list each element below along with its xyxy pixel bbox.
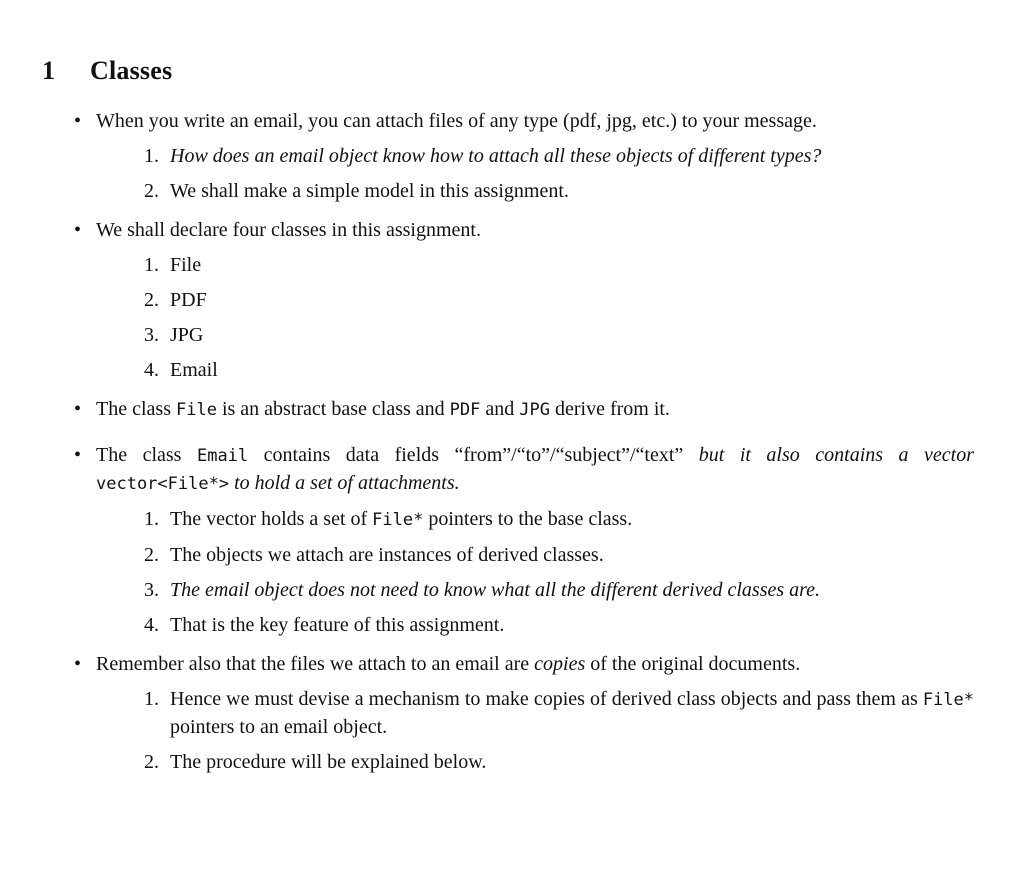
- list-item: [144, 178, 974, 205]
- bullet-text: We shall declare four classes in this assignment.: [96, 219, 481, 241]
- list-marker: 4.: [144, 359, 159, 381]
- list-marker: 2.: [144, 180, 159, 202]
- code-email: Email: [196, 446, 249, 466]
- list-item-text: The procedure will be explained below.: [170, 751, 487, 773]
- list-item-text: The email object does not need to know what all the different derived classes are.: [170, 579, 821, 601]
- list-item: [144, 749, 974, 776]
- list-item-text: The objects we attach are instances of derived classes.: [170, 544, 604, 566]
- list-marker: 3.: [144, 324, 159, 346]
- section-heading: [42, 56, 172, 86]
- numbered-list: [96, 252, 974, 384]
- bullet-icon: •: [74, 444, 82, 466]
- bullet-icon: •: [74, 653, 82, 675]
- list-marker: 1.: [144, 254, 159, 276]
- list-item: [144, 322, 974, 349]
- section-title: Classes: [90, 56, 173, 85]
- bullet-text: The class File is an abstract base class and PDF and JPG derive from it.: [96, 398, 670, 420]
- list-item: [144, 612, 974, 639]
- bullet-icon: •: [74, 398, 82, 420]
- bullet-item: [74, 108, 974, 205]
- code-file-ptr: File*: [922, 690, 974, 710]
- list-marker: 1.: [144, 508, 159, 530]
- bullet-text: When you write an email, you can attach files of any type (pdf, jpg, etc.) to your message.: [96, 110, 817, 132]
- numbered-list: [96, 686, 974, 776]
- list-item: [144, 577, 974, 604]
- list-item-text: JPG: [170, 324, 204, 346]
- list-item-text: File: [170, 254, 202, 276]
- list-item: [144, 542, 974, 569]
- list-item: [144, 143, 974, 170]
- code-vector: vector<File*>: [96, 474, 230, 494]
- list-item: [144, 252, 974, 279]
- code-file: File: [175, 400, 217, 420]
- list-marker: 2.: [144, 544, 159, 566]
- code-pdf: PDF: [449, 400, 481, 420]
- bullet-icon: •: [74, 110, 82, 132]
- list-item-text: PDF: [170, 289, 207, 311]
- list-item-text: How does an email object know how to attach all these objects of different types?: [170, 145, 822, 167]
- list-marker: 4.: [144, 614, 159, 636]
- bullet-item: [74, 651, 974, 776]
- list-item: 1. Hence we must devise a mechanism to make copies of derived class objects and pass them as File* pointers to an email object.: [144, 688, 974, 738]
- list-item: [144, 287, 974, 314]
- bullet-text: Remember also that the files we attach to an email are copies of the original documents.: [96, 653, 801, 675]
- bullet-text: The class Email contains data fields “from”/“to”/“subject”/“text” but it also contains a vector vector<File*> to hold a set of attachments.: [96, 444, 974, 494]
- list-item-text: We shall make a simple model in this assignment.: [170, 180, 569, 202]
- list-marker: 3.: [144, 579, 159, 601]
- bullet-item: [74, 442, 974, 639]
- bullet-item: [74, 396, 974, 424]
- list-marker: 1.: [144, 688, 159, 710]
- code-jpg: JPG: [519, 400, 550, 420]
- section-number: 1: [42, 56, 56, 85]
- list-marker: 2.: [144, 289, 159, 311]
- list-item: [144, 357, 974, 384]
- bullet-icon: •: [74, 219, 82, 241]
- numbered-list: [96, 506, 974, 639]
- bullet-list: [74, 108, 974, 788]
- list-marker: 1.: [144, 145, 159, 167]
- code-file-ptr: File*: [372, 510, 424, 530]
- list-item-text: That is the key feature of this assignment.: [170, 614, 505, 636]
- list-item-text: Email: [170, 359, 218, 381]
- bullet-item: [74, 217, 974, 384]
- list-item: 1. The vector holds a set of File* pointers to the base class.: [144, 506, 974, 534]
- numbered-list: [96, 143, 974, 205]
- list-marker: 2.: [144, 751, 159, 773]
